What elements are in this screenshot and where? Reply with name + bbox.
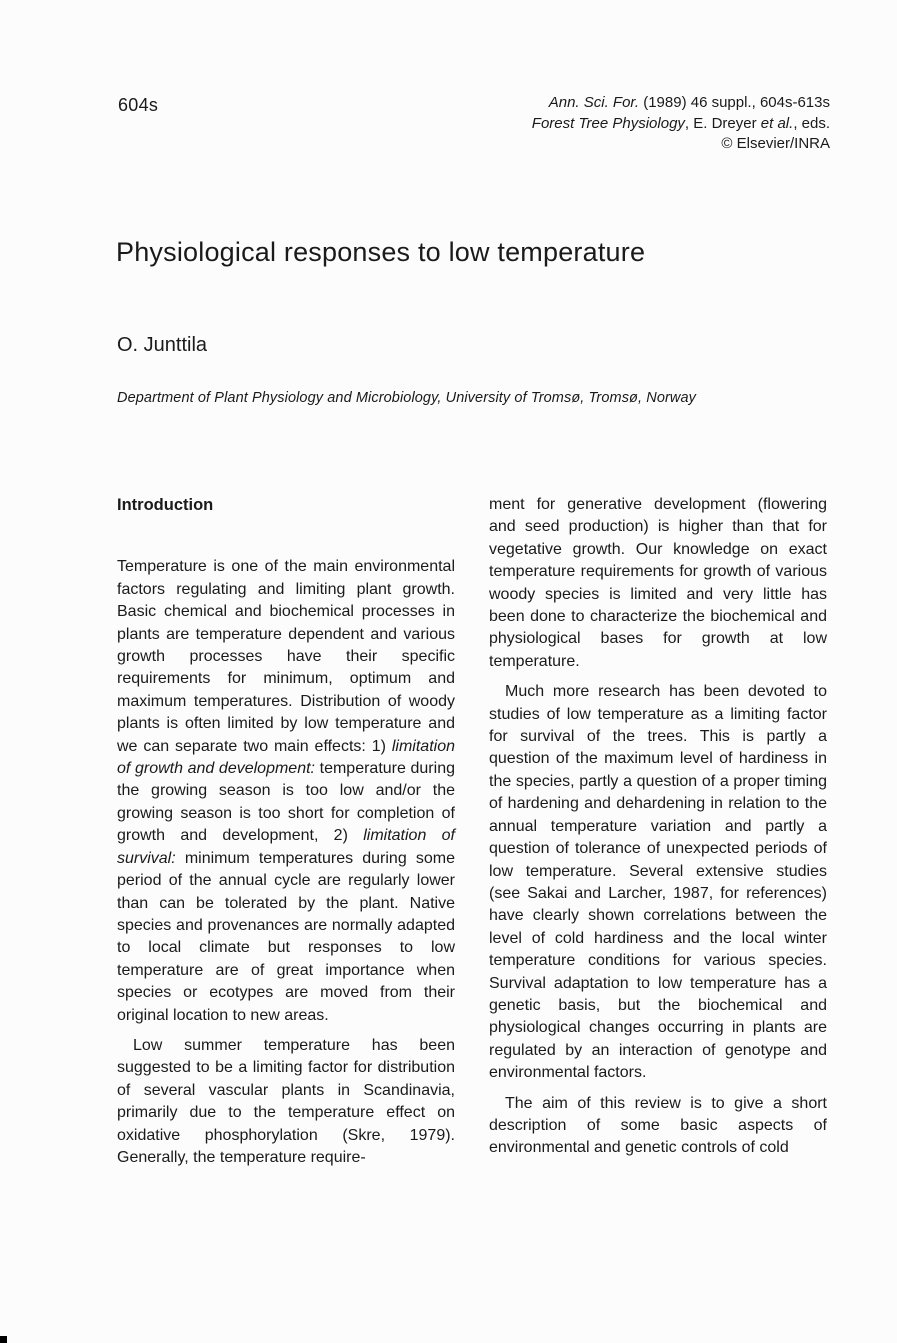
copyright-notice: © Elsevier/INRA [721,135,830,152]
citation-line-1: Ann. Sci. For. (1989) 46 suppl., 604s-613s [548,94,830,111]
author-affiliation: Department of Plant Physiology and Microbiology, University of Tromsø, Tromsø, Norway [117,390,697,406]
citation-line-3 [532,134,830,155]
citation-line-2: Forest Tree Physiology, E. Dreyer et al., eds. [531,114,830,132]
column-left-paragraphs [117,556,455,1169]
page-number: 604s [118,95,159,115]
column-right-paragraphs [489,494,827,1160]
section-heading-introduction: Introduction [117,496,214,514]
column-right [489,494,827,1168]
paragraph: The aim of this review is to give a short description of some basic aspects of environmental and genetic controls of cold [489,1094,827,1157]
book-title: Forest Tree Physiology [531,114,685,132]
journal-name: Ann. Sci. For. [548,94,640,111]
paragraph: ment for generative development (flowering and seed production) is higher than that for vegetative growth. Our knowledge on exact temperature requirements for growth of various woody species is limited and very little has been done to characterize the biochemical and physiological bases for growth at low temperature. [489,496,827,670]
paragraph: Temperature is one of the main environmental factors regulating and limiting plant growth. Basic chemical and biochemical processes in plants are temperature dependent and various growth processes have their specific requirements for minimum, optimum and maximum temperatures. Distribution of woody plants is often limited by low temperature and we can separate two main effects: 1) limitation of growth and development: temperature during the growing season is too low and/or the growing season is too short for completion of growth and development, 2) limitation of survival: minimum temperatures during some period of the annual cycle are regularly lower than can be tolerated by the plant. Native species and provenances are normally adapted to local climate but responses to low temperature are of great importance when species or ecotypes are moved from their original location to new areas. [117,558,455,1024]
author-name: O. Junttila [117,334,208,356]
paragraph: Low summer temperature has been suggested to be a limiting factor for distribution of several vascular plants in Scandinavia, primarily due to the temperature effect on oxidative phosphorylation (Skre, 1979). Generally, the temperature require- [117,1036,455,1166]
column-left [117,494,455,1177]
paragraph: Much more research has been devoted to studies of low temperature as a limiting factor for survival of the trees. This is partly a question of the maximum level of hardiness in the species, partly a question of a proper timing of hardening and dehardening in relation to the annual temperature variation and partly a question of tolerance of unexpected periods of low temperature. Several extensive studies (see Sakai and Larcher, 1987, for references) have clearly shown correlations between the level of cold hardiness and the local winter temperature conditions for various species. Survival adaptation to low temperature has a genetic basis, but the biochemical and physiological changes occurring in plants are regulated by an interaction of genotype and environmental factors. [489,683,827,1082]
scan-artifact-mark [0,1336,7,1343]
journal-citation [532,93,830,155]
article-title: Physiological responses to low temperature [116,237,646,267]
